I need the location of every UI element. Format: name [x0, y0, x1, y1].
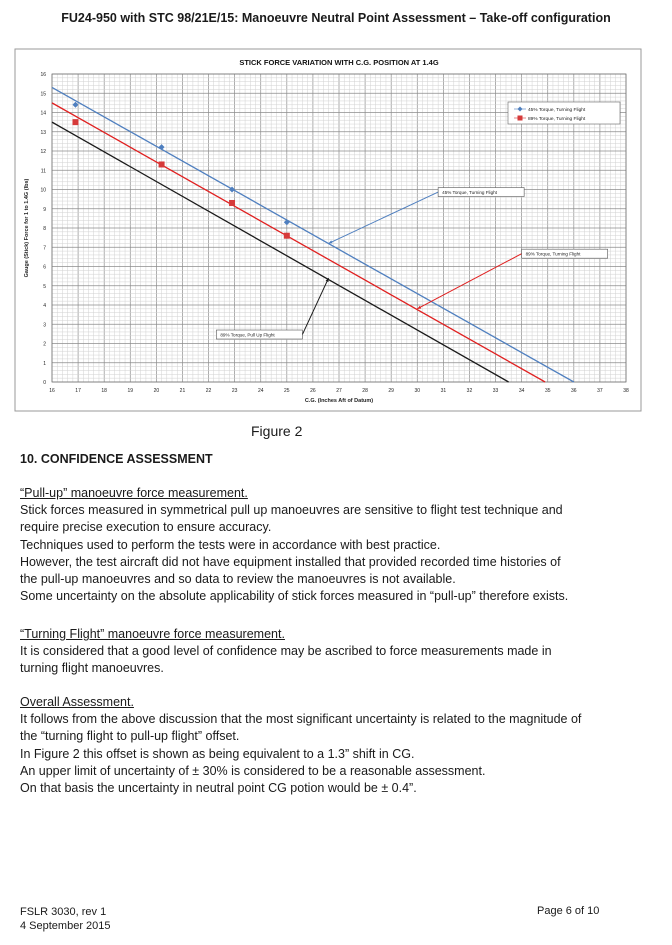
y-tick-label: 11 — [40, 168, 46, 175]
x-tick-label: 18 — [101, 388, 107, 394]
y-tick-label: 3 — [43, 322, 46, 329]
x-tick-label: 23 — [231, 388, 238, 394]
x-tick-label: 36 — [571, 388, 577, 394]
overall-line: In Figure 2 this offset is shown as being equivalent to a 1.3” shift in CG. — [20, 746, 415, 761]
pullup-block — [20, 485, 670, 605]
turning-line: turning flight manoeuvres. — [20, 661, 164, 676]
footer-left — [20, 905, 111, 933]
x-tick-label: 33 — [492, 388, 499, 394]
annotation-label: 89% Torque, Pull Up Flight — [220, 332, 275, 338]
y-tick-label: 1 — [43, 360, 46, 367]
annotation-label: 89% Torque, Turning Flight — [525, 251, 581, 257]
x-tick-label: 20 — [153, 388, 160, 394]
y-tick-label: 13 — [40, 129, 46, 136]
x-tick-label: 22 — [205, 388, 212, 394]
data-point-89-torque — [229, 200, 235, 206]
overall-line: On that basis the uncertainty in neutral point CG potion would be ± 0.4”. — [20, 781, 417, 796]
legend-entry: 89% Torque, Turning Flight — [528, 117, 586, 122]
pullup-line: However, the test aircraft did not have equipment installed that provided recorded time histories of — [20, 554, 561, 569]
x-tick-label: 24 — [257, 388, 264, 394]
x-tick-label: 27 — [336, 388, 342, 394]
x-tick-label: 30 — [414, 388, 421, 394]
x-tick-label: 38 — [623, 388, 629, 394]
y-tick-label: 10 — [40, 187, 46, 194]
x-tick-label: 31 — [440, 388, 447, 394]
page-header-title: FU24-950 with STC 98/21E/15: Manoeuvre Neutral Point Assessment – Take-off configuration — [61, 11, 611, 25]
y-tick-label: 0 — [43, 380, 46, 386]
x-tick-label: 25 — [284, 388, 290, 394]
x-tick-label: 21 — [179, 388, 186, 394]
data-point-89-torque — [159, 161, 165, 167]
overall-line: An upper limit of uncertainty of ± 30% is considered to be a reasonable assessment. — [20, 763, 486, 778]
y-tick-label: 6 — [43, 264, 46, 271]
x-tick-label: 34 — [518, 388, 525, 394]
pullup-line: Some uncertainty on the absolute applicability of stick forces measured in “pull-up” therefore exists. — [20, 589, 569, 604]
x-tick-label: 37 — [597, 388, 603, 394]
footer-doc-id: FSLR 3030, rev 1 — [20, 906, 107, 918]
x-tick-label: 32 — [466, 388, 473, 394]
overall-line: It follows from the above discussion that the most significant uncertainty is related to the magnitude of — [20, 712, 582, 727]
footer-date: 4 September 2015 — [20, 920, 111, 932]
footer-page-number: Page 6 of 10 — [537, 905, 600, 917]
y-tick-label: 7 — [43, 245, 46, 252]
pullup-line: Techniques used to perform the tests were in accordance with best practice. — [20, 537, 441, 552]
x-tick-label: 29 — [388, 388, 394, 394]
turning-heading: “Turning Flight” manoeuvre force measurement. — [20, 627, 285, 641]
pullup-line: Stick forces measured in symmetrical pull up manoeuvres are sensitive to flight test technique and — [20, 503, 563, 518]
x-tick-label: 35 — [544, 388, 551, 394]
overall-heading: Overall Assessment. — [20, 695, 134, 709]
chart-svg — [14, 48, 642, 412]
data-point-89-torque — [72, 119, 78, 125]
section-heading: 10. CONFIDENCE ASSESSMENT — [20, 452, 213, 466]
chart-title: STICK FORCE VARIATION WITH C.G. POSITION AT 1.4G — [239, 58, 439, 67]
pullup-line: the pull-up manoeuvres and so data to review the manoeuvres is not available. — [20, 572, 456, 587]
y-tick-label: 15 — [40, 91, 46, 98]
y-tick-label: 16 — [40, 72, 46, 78]
x-axis-label: C.G. (Inches Aft of Datum) — [304, 398, 374, 404]
turning-line: It is considered that a good level of confidence may be ascribed to force measurements made in — [20, 644, 552, 659]
y-tick-label: 2 — [43, 341, 46, 348]
y-axis-label: Gauge (Stick) Force for 1 to 1.4G (lbs) — [24, 178, 30, 278]
y-tick-label: 9 — [43, 206, 46, 213]
data-point-89-torque — [284, 233, 290, 239]
y-tick-label: 8 — [43, 226, 46, 232]
x-tick-label: 28 — [362, 388, 368, 394]
x-tick-label: 26 — [310, 388, 316, 394]
y-tick-label: 12 — [40, 149, 46, 155]
pullup-heading: “Pull-up” manoeuvre force measurement. — [20, 486, 248, 500]
x-tick-label: 17 — [75, 388, 81, 394]
stick-force-chart — [14, 48, 642, 412]
overall-block — [20, 694, 670, 797]
y-tick-label: 4 — [43, 303, 46, 309]
legend-entry: 45% Torque, Turning Flight — [528, 108, 586, 113]
x-tick-label: 16 — [49, 388, 55, 394]
pullup-line: require precise execution to ensure accuracy. — [20, 520, 272, 535]
y-tick-label: 5 — [43, 283, 46, 290]
x-tick-label: 19 — [127, 388, 134, 394]
y-tick-label: 14 — [40, 110, 46, 117]
turning-block — [20, 626, 670, 678]
overall-line: the “turning flight to pull-up flight” offset. — [20, 729, 240, 744]
figure-caption: Figure 2 — [251, 423, 303, 439]
annotation-label: 45% Torque, Turning Flight — [442, 190, 497, 196]
